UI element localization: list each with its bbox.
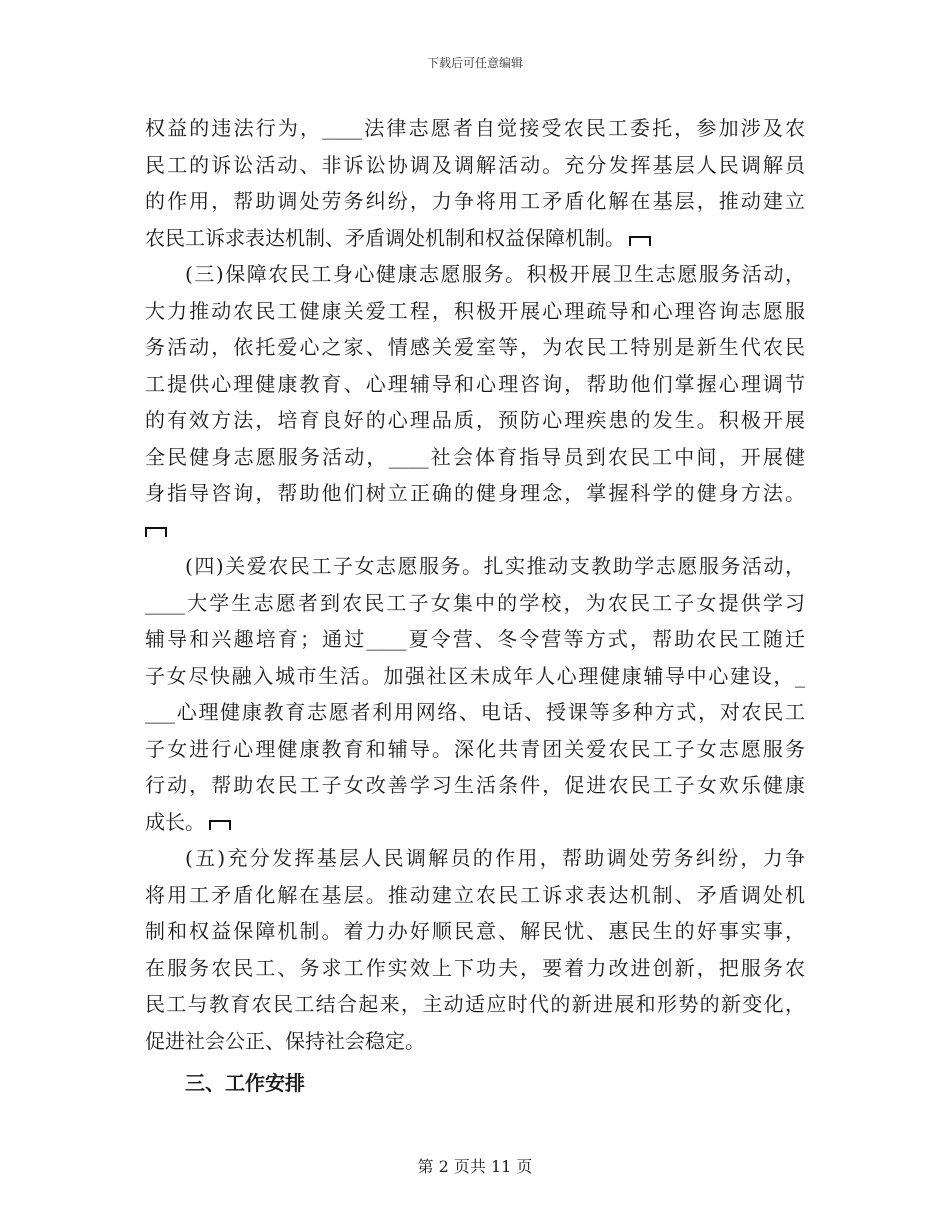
text-line: 行动，帮助农民工子女改善学习生活条件，促进农民工子女欢乐健康 [145,773,805,797]
paragraph-end-mark-icon [209,820,231,830]
text-line: 在服务农民工、务求工作实效上下功夫，要着力改进创新，把服务农 [145,955,805,980]
paragraph-end-mark-icon [145,527,167,537]
text-line: 子女进行心理健康教育和辅导。深化共青团关爱农民工子女志愿服务 [145,736,805,761]
text-line: 民工的诉讼活动、非诉讼协调及调解活动。充分发挥基层人民调解员 [145,152,805,177]
text-line-content: 农民工诉求表达机制、矛盾调处机制和权益保障机制。 [145,225,625,250]
text-line: 子女尽快融入城市生活。加强社区未成年人心理健康辅导中心建设，_ [145,663,805,688]
text-line: 身指导咨询，帮助他们树立正确的健身理念，掌握科学的健身方法。 [145,481,805,505]
text-line [145,220,805,257]
text-line: (五)充分发挥基层人民调解员的作用，帮助调处劳务纠纷，力争 [185,846,805,870]
text-line: 务活动，依托爱心之家、情感关爱室等，为农民工特别是新生代农民 [145,335,805,359]
text-line: 民工与教育农民工结合起来，主动适应时代的新进展和形势的新变化， [145,992,805,1016]
paragraph-end-mark-row [145,512,805,549]
text-line: 的有效方法，培育良好的心理品质，预防心理疾患的发生。积极开展 [145,408,805,432]
text-line-content: 成长。 [145,809,205,834]
text-line: ___心理健康教育志愿者利用网络、电话、授课等多种方式，对农民工 [145,700,805,724]
page-header: 下载后可任意编辑 [426,56,523,70]
text-line: 大力推动农民工健康关爱工程，积极开展心理疏导和心理咨询志愿服 [145,298,805,323]
text-line: 将用工矛盾化解在基层。推动建立农民工诉求表达机制、矛盾调处机 [145,882,805,907]
text-line: 权益的违法行为，____法律志愿者自觉接受农民工委托，参加涉及农 [145,116,805,140]
text-line: 全民健身志愿服务活动，____社会体育指导员到农民工中间，开展健 [145,444,805,469]
document-body [145,110,805,1103]
text-line: 的作用，帮助调处劳务纠纷，力争将用工矛盾化解在基层，推动建立 [145,189,805,213]
section-heading: 三、工作安排 [185,1071,305,1095]
text-line: ____大学生志愿者到农民工子女集中的学校，为农民工子女提供学习 [145,590,805,615]
text-line: 制和权益保障机制。着力办好顺民意、解民忧、惠民生的好事实事， [145,919,805,943]
paragraph-end-mark-icon [629,236,651,246]
text-line: (四)关爱农民工子女志愿服务。扎实推动支教助学志愿服务活动， [185,554,805,578]
text-line: 辅导和兴趣培育；通过____夏令营、冬令营等方式，帮助农民工随迁 [145,627,805,651]
page-number: 第 2 页共 11 页 [417,1157,533,1176]
text-line: 促进社会公正、保持社会稳定。 [145,1028,425,1053]
text-line: 工提供心理健康教育、心理辅导和心理咨询，帮助他们掌握心理调节 [145,371,805,396]
text-line [145,804,805,841]
text-line: (三)保障农民工身心健康志愿服务。积极开展卫生志愿服务活动， [185,262,805,286]
